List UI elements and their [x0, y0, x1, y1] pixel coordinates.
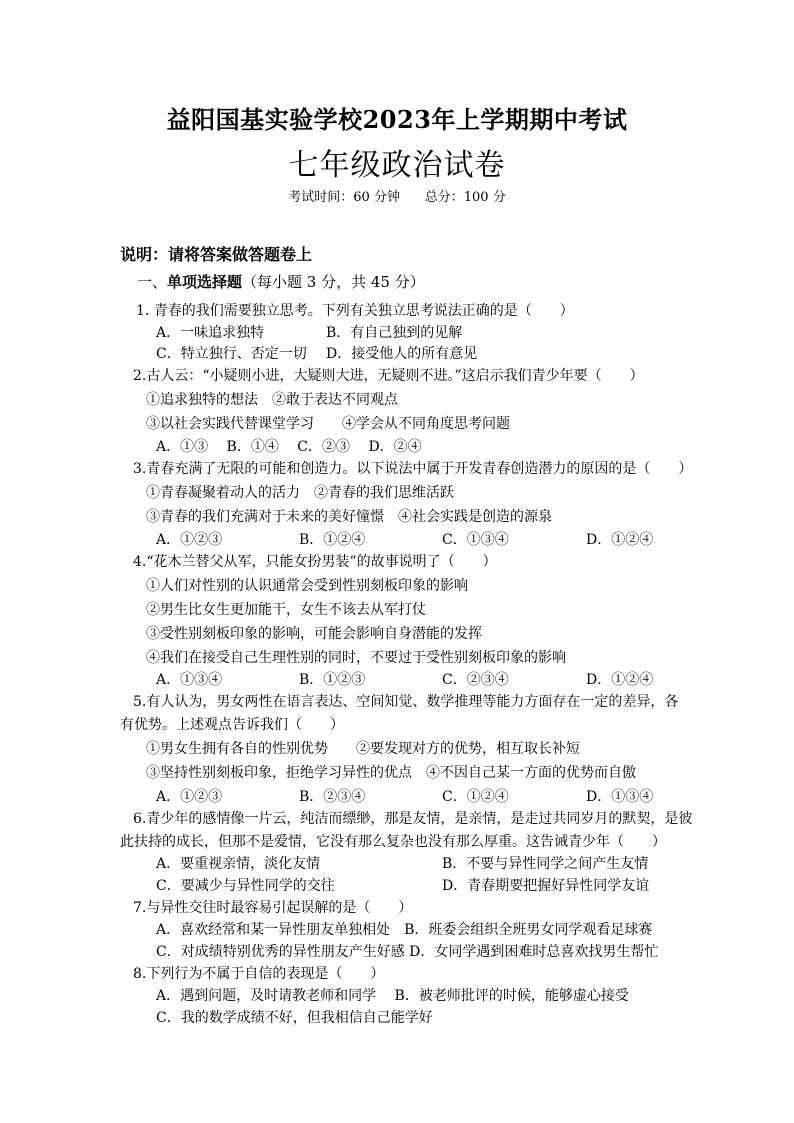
question-3-option-a: A．①②③: [156, 532, 223, 548]
question-6-option-b: B．不要与异性同学之间产生友情: [442, 856, 649, 872]
question-6-option-a: A．要重视亲情，淡化友情: [156, 856, 321, 872]
question-3-stem: 3.青春充满了无限的可能和创造力。以下说法中属于开发青春创造潜力的原因的是（ ）: [133, 461, 693, 477]
question-1-stem: 1. 青春的我们需要独立思考。下列有关独立思考说法正确的是（ ）: [136, 303, 574, 319]
question-6-option-c: C．要减少与异性同学的交往: [156, 878, 335, 894]
question-8-stem: 8.下列行为不属于自信的表现是（ ）: [133, 966, 385, 982]
exam-subject-title: 七年级政治试卷: [288, 148, 506, 183]
question-6-stem-continued: 此扶持的成长，但那不是爱情，它没有那么复杂也没有那么厚重。这告诫青少年（ ）: [120, 834, 666, 850]
question-5-option-d: D．①③④: [586, 789, 654, 805]
section-note: （每小题 3 分，共 45 分）: [242, 273, 425, 291]
question-4-statement-1: ①人们对性别的认识通常会受到性别刻板印象的影响: [146, 578, 468, 594]
question-7-stem: 7.与异性交往时最容易引起误解的是（ ）: [133, 900, 413, 916]
question-4-option-a: A．①③④: [156, 672, 223, 688]
question-2-statement-2: ③以社会实践代替课堂学习 ④学会从不同角度思考问题: [146, 416, 510, 432]
question-3-option-c: C．①③④: [442, 532, 509, 548]
question-7-options-line-2: C．对成绩特别优秀的异性朋友产生好感 D．女同学遇到困难时总喜欢找男生帮忙: [156, 944, 659, 960]
question-5-option-b: B．②③④: [299, 789, 366, 805]
question-4-option-b: B．①②③: [299, 672, 366, 688]
question-1-option-b: B．有自己独到的见解: [326, 325, 463, 341]
question-5-option-c: C．①②④: [442, 789, 509, 805]
question-1-option-d: D．接受他人的所有意见: [326, 346, 478, 362]
question-5-stem: 5.有人认为，男女两性在语言表达、空间知觉、数学推理等能力方面存在一定的差异，各: [133, 694, 679, 710]
question-8-options-line-2: C．我的数学成绩不好，但我相信自己能学好: [156, 1010, 433, 1026]
question-2-statement-1: ①追求独特的想法 ②敢于表达不同观点: [146, 392, 398, 408]
question-5-statement-1: ①男女生拥有各自的性别优势 ②要发现对方的优势，相互取长补短: [146, 741, 580, 757]
question-2-options: A．①③ B．①④ C．②③ D．②④: [156, 439, 422, 455]
question-2-stem: 2.古人云：“小疑则小进，大疑则大进，无疑则不进。”这启示我们青少年要（ ）: [133, 368, 644, 384]
exam-time-info: 考试时间：60 分钟 总分：100 分: [288, 190, 506, 205]
question-1-option-c: C．特立独行、否定一切: [156, 346, 307, 362]
question-4-option-c: C．②③④: [442, 672, 509, 688]
instructions: 说明：请将答案做答题卷上: [120, 245, 313, 264]
question-6-option-d: D．青春期要把握好异性同学友谊: [442, 878, 650, 894]
question-1-option-a: A．一味追求独特: [156, 325, 265, 341]
question-4-statement-2: ②男生比女生更加能干，女生不该去从军打仗: [146, 602, 426, 618]
question-8-options-line-1: A．遇到问题，及时请教老师和同学 B．被老师批评的时候，能够虚心接受: [156, 988, 629, 1004]
exam-school-title: 益阳国基实验学校2023年上学期期中考试: [166, 105, 628, 134]
question-5-stem-continued: 有优势。上述观点告诉我们（ ）: [120, 717, 344, 733]
question-4-stem: 4.“花木兰替父从军，只能女扮男装”的故事说明了（ ）: [133, 554, 497, 570]
question-3-statement-2: ③青春的我们充满对于未来的美好憧憬 ④社会实践是创造的源泉: [146, 509, 552, 525]
question-7-options-line-1: A．喜欢经常和某一异性朋友单独相处 B．班委会组织全班男女同学观看足球赛: [156, 922, 653, 938]
section-prefix: 一、: [137, 273, 168, 291]
section-heading: [137, 271, 425, 292]
question-5-option-a: A．①②③: [156, 789, 223, 805]
question-4-statement-4: ④我们在接受自己生理性别的同时，不要过于受性别刻板印象的影响: [146, 650, 566, 666]
question-3-option-d: D．①②④: [586, 532, 654, 548]
question-3-statement-1: ①青春凝聚着动人的活力 ②青春的我们思维活跃: [146, 485, 454, 501]
section-title: 单项选择题: [167, 273, 243, 291]
question-6-stem: 6.青少年的感情像一片云，纯洁而缥缈，那是友情，是亲情，是走过共同岁月的默契，是彼: [133, 811, 693, 827]
question-5-statement-2: ③坚持性别刻板印象，拒绝学习异性的优点 ④不因自己某一方面的优势而自傲: [146, 765, 636, 781]
question-3-option-b: B．①②④: [299, 532, 366, 548]
question-4-option-d: D．①②④: [586, 672, 654, 688]
question-4-statement-3: ③受性别刻板印象的影响，可能会影响自身潜能的发挥: [146, 626, 482, 642]
